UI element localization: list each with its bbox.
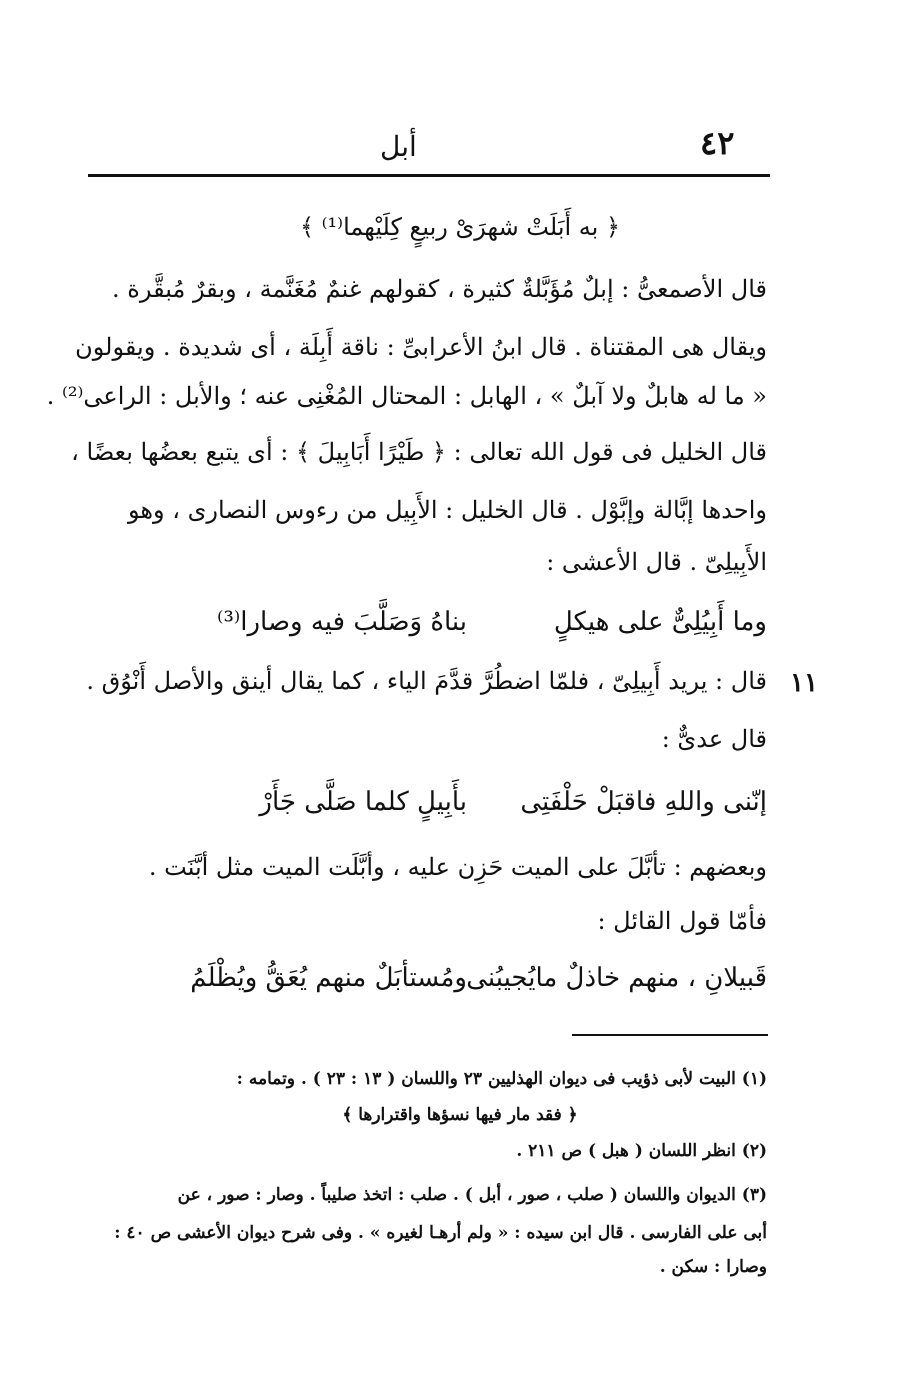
verse3-second-hemistich: قَبيلانِ ، منهم خاذلٌ مايُجيبُنى [466,963,767,993]
footnote-3-end: وصارا : سكن . [659,1257,767,1277]
footnote-2: (٢) انظر اللسان ( هبل ) ص ٢١١ . [516,1141,767,1161]
page-number: ٤٢ [700,124,735,162]
verse2-second-hemistich: إنّنى واللهِ فاقبَلْ حَلْفَتِى [520,787,767,817]
footnote-3: (٣) الديوان واللسان ( صلب ، صور ، أبل ) . صلب : اتخذ صليباً . وصار : صور ، عن [177,1185,767,1205]
text-line-5: واحدها إبَّالة وإبَّوْل . قال الخليل : الأَبِيل من رءوس النصارى ، وهو [127,496,767,524]
header-rule [88,174,770,177]
text-line-1: قال الأصمعىُّ : إبلٌ مُؤَبَّلةٌ كثيرة ، كقولهم غنمٌ مُغَنَّمة ، وبقرٌ مُبقَّرة . [112,275,767,303]
footnote-1-verse: ﴿ فقد مار فيها نسؤها واقترارها ﴾ [342,1105,578,1125]
footnote-3-cont: أبى على الفارسى . قال ابن سيده : « ولم أرهـا لغيره » . وفى شرح ديوان الأعشى ص ٤٠ : [114,1223,767,1243]
adi-intro: قال عدىٌّ : [661,725,767,753]
text-line-7: قال : يريد أَبِيلِىّ ، فلمّا اضطُرَّ قدَّمَ الياء ، كما يقال أينق والأصل أَنْوُق . [86,667,767,695]
text-line-8: وبعضهم : تأبَّلَ على الميت حَزِن عليه ، وأبَّلَت الميت مثل أبَّنَت . [148,853,767,881]
verse1-first-hemistich: بناهُ وَصَلَّبَ فيه وصارا⁽³⁾ [217,607,467,637]
text-line-4: قال الخليل فى قول الله تعالى : ﴿ طَيْرًا أَبَابِيلَ ﴾ : أى يتبع بعضُها بعضًا ، [71,438,767,466]
verse3-first-hemistich: ومُستأبَلٌ منهم يُعَقُّ ويُظْلَمُ [190,963,467,993]
footnote-rule [572,1034,768,1036]
running-title: أبل [380,130,417,163]
text-line-3: « ما له هابلٌ ولا آبلٌ » ، الهابل : المحتال المُغْنِى عنه ؛ والأبل : الراعى⁽²⁾ . [46,382,767,410]
footnote-1: (١) البيت لأبى ذؤيب فى ديوان الهذليين ٢٣ واللسان ( ١٣ : ٢٣ ) . وتمامه : [236,1069,767,1089]
text-line-6: الأَبِيلِىّ . قال الأعشى : [546,548,767,576]
text-line-2: ويقال هى المقتناة . قال ابنُ الأعرابىِّ : ناقة أَبِلَة ، أى شديدة . ويقولون [75,333,767,361]
verse-intro: ﴿ به أَبَلَتْ شهرَىْ ربيعٍ كِلَيْهما⁽¹⁾ ﴾ [299,213,621,241]
margin-line-number: ١١ [790,668,818,698]
qail-intro: فأمّا قول القائل : [597,907,767,935]
verse1-second-hemistich: وما أَبِيُلِىٌّ على هيكلٍ [553,607,767,637]
verse2-first-hemistich: بأَبِيلٍ كلما صَلَّى جَأَرْ [259,787,467,817]
